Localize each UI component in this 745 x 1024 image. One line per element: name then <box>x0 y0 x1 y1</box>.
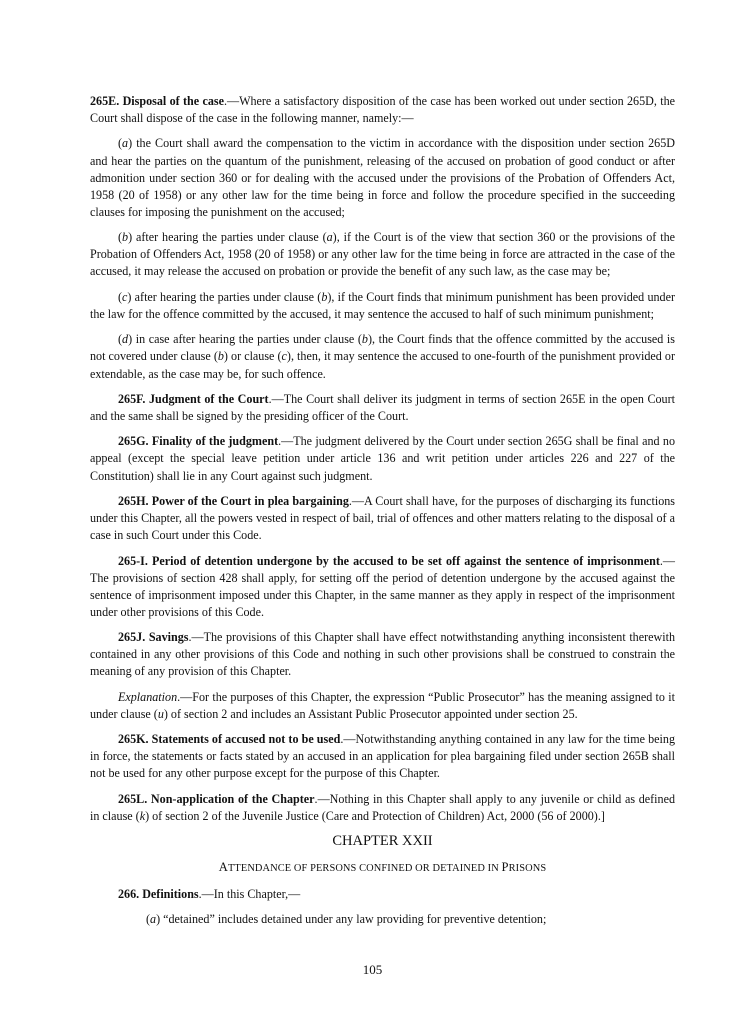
section-265H <box>90 493 675 544</box>
clause-text: after hearing the parties under clause ( <box>131 289 322 304</box>
section-heading: 265H. Power of the Court in plea bargaining <box>118 493 349 508</box>
subtitle-text: RISONS <box>508 863 547 875</box>
clause-265E-d: (d) in case after hearing the parties under clause (b), the Court finds that the offence committed by the accused is not covered under clause (b) or clause (c), then, it may sentence the accused to one-fourth of the punishment provided or extendable, as the case may be, for such offence. <box>90 332 676 381</box>
clause-265E-b: (b) after hearing the parties under clause (a), if the Court is of the view that section 360 or the provisions of the Probation of Offenders Act, 1958 (20 of 1958) or any other law for the time being in force are attracted in the case of the accused, it may release the accused on probation or provide the benefit of any such law, as the case may be; <box>90 230 675 279</box>
section-heading: 265L. Non-application of the Chapter <box>118 791 315 806</box>
section-text: .—Nothing in this Chapter shall apply to any juvenile or child as defined in clause ( <box>90 791 675 823</box>
explanation-text: .—For the purposes of this Chapter, the expression “Public Prosecutor” has the meaning assigned to it under clause ( <box>90 689 675 721</box>
section-text: .—A Court shall have, for the purposes of discharging its functions under this Chapter, all the powers vested in respect of bail, trial of offences and other matters relating to the disposal of a case in such Court under this Code. <box>90 493 675 543</box>
section-265G <box>90 433 675 484</box>
explanation-label: Explanation <box>118 689 178 704</box>
section-heading: 265G. Finality of the judgment <box>118 434 279 449</box>
section-heading: 265-I. Period of detention undergone by the accused to be set off against the sentence of imprisonment <box>118 553 660 568</box>
section-text: .—Where a satisfactory disposition of the case has been worked out under section 265D, the Court shall dispose of the case in the following manner, namely:— <box>90 94 675 126</box>
clause-text: ), the Court finds that the offence committed by the accused is not covered under clause ( <box>90 332 675 364</box>
clause-ref: c <box>281 349 287 364</box>
clause-266-a: (a) “detained” includes detained under any law providing for preventive detention; <box>146 911 547 926</box>
section-heading: 266. Definitions <box>118 886 199 901</box>
clause-text: ) or clause ( <box>223 349 282 364</box>
section-text: .—The provisions of this Chapter shall have effect notwithstanding anything inconsistent therewith contained in any other provisions of this Code and nothing in such other provisions shall be construed to constrain the meaning of any provision of this Chapter. <box>90 630 675 679</box>
document-page <box>90 93 675 936</box>
section-text: ) of section 2 of the Juvenile Justice (Care and Protection of Children) Act, 2000 (56 of 2000).] <box>145 808 605 823</box>
chapter-title: CHAPTER XXII <box>332 833 433 850</box>
section-265K <box>90 731 675 782</box>
clause-text: ), if the Court is of the view that section 360 or the provisions of the Probation of Offenders Act, 1958 (20 of 1958) or any other law for the time being in force are attracted in the case of the accused, it may release the accused on probation or provide the benefit of any such law, as the case may be; <box>90 230 675 279</box>
chapter-subtitle <box>90 859 675 877</box>
explanation-text: ) of section 2 and includes an Assistant Public Prosecutor appointed under section 25. <box>163 706 578 721</box>
clause-label: c <box>122 289 128 304</box>
clause-label: d <box>122 332 129 347</box>
section-265I <box>90 553 675 621</box>
clause-text: ), then, it may sentence the accused to one-fourth of the punishment provided or extendable, as the case may be, for such offence. <box>90 349 676 381</box>
clause-265E-c: (c) after hearing the parties under clause (b), if the Court finds that minimum punishment has been provided under the law for the offence committed by the accused, it may sentence the accused to half of such minimum punishment; <box>90 289 675 321</box>
clause-ref: b <box>361 332 368 347</box>
section-265J <box>90 629 675 680</box>
section-heading: 265K. Statements of accused not to be used <box>118 732 341 747</box>
section-heading: 265E. Disposal of the case <box>90 94 224 108</box>
section-text: .—The judgment delivered by the Court under section 265G shall be final and no appeal (except the special leave petition under article 136 and writ petition under articles 226 and 227 of the Constitution) shall lie in any Court against such judgment. <box>90 434 675 483</box>
clause-ref: k <box>139 808 146 823</box>
subtitle-initial: P <box>501 860 509 875</box>
clause-265E-a: (a) the Court shall award the compensation to the victim in accordance with the disposition under section 265D and hear the parties on the quantum of the punishment, releasing of the accused on probation of good conduct or after admonition under section 360 or for dealing with the accused under the provisions of the Probation of Offenders Act, 1958 (20 of 1958) or any other law for the time being in force and follow the procedure specified in the succeeding clauses for imposing the punishment on the accused; <box>90 136 675 219</box>
clause-label: b <box>122 230 129 245</box>
page-number: 105 <box>362 962 383 977</box>
section-text: .—The Court shall deliver its judgment in terms of section 265E in the open Court and the same shall be signed by the presiding officer of the Court. <box>90 391 675 423</box>
section-heading: 265J. Savings <box>118 630 189 645</box>
section-heading: 265F. Judgment of the Court <box>118 391 269 406</box>
section-text: .—The provisions of section 428 shall apply, for setting off the period of detention undergone by the accused against the sentence of imprisonment imposed under this Chapter, in the same manner as they apply in respect of the imprisonment under other provisions of this Code. <box>90 553 675 619</box>
section-265F <box>90 391 675 425</box>
clause-ref: b <box>321 289 328 304</box>
section-text: .—Notwithstanding anything contained in any law for the time being in force, the statements or facts stated by an accused in an application for plea bargaining filed under section 265B shall not be used for any other purpose except for the purpose of this Chapter. <box>90 732 675 781</box>
clause-ref: b <box>217 349 224 364</box>
clause-text: after hearing the parties under clause ( <box>132 230 327 245</box>
section-265L <box>90 791 675 825</box>
subtitle-text: TTENDANCE OF PERSONS CONFINED OR DETAINED IN <box>227 863 502 875</box>
subtitle-initial: A <box>218 860 228 875</box>
clause-text: “detained” includes detained under any law providing for preventive detention; <box>160 911 547 926</box>
explanation-265J <box>90 689 675 723</box>
clause-ref: u <box>157 706 164 721</box>
clause-text: ), if the Court finds that minimum punishment has been provided under the law for the offence committed by the accused, it may sentence the accused to half of such minimum punishment; <box>90 289 675 321</box>
clause-text: the Court shall award the compensation to the victim in accordance with the disposition under section 265D and hear the parties on the quantum of the punishment, releasing of the accused on probation of good conduct or after admonition under section 360 or for dealing with the accused under the provisions of the Probation of Offenders Act, 1958 (20 of 1958) or any other law for the time being in force and follow the procedure specified in the succeeding clauses for imposing the punishment on the accused; <box>90 136 675 219</box>
section-text: .—In this Chapter,— <box>198 886 301 901</box>
clause-ref: a <box>326 230 333 245</box>
clause-text: in case after hearing the parties under clause ( <box>132 332 362 347</box>
clause-label: a <box>122 136 129 151</box>
section-265E <box>90 93 675 127</box>
clause-label: a <box>150 911 157 926</box>
section-266 <box>90 886 675 903</box>
